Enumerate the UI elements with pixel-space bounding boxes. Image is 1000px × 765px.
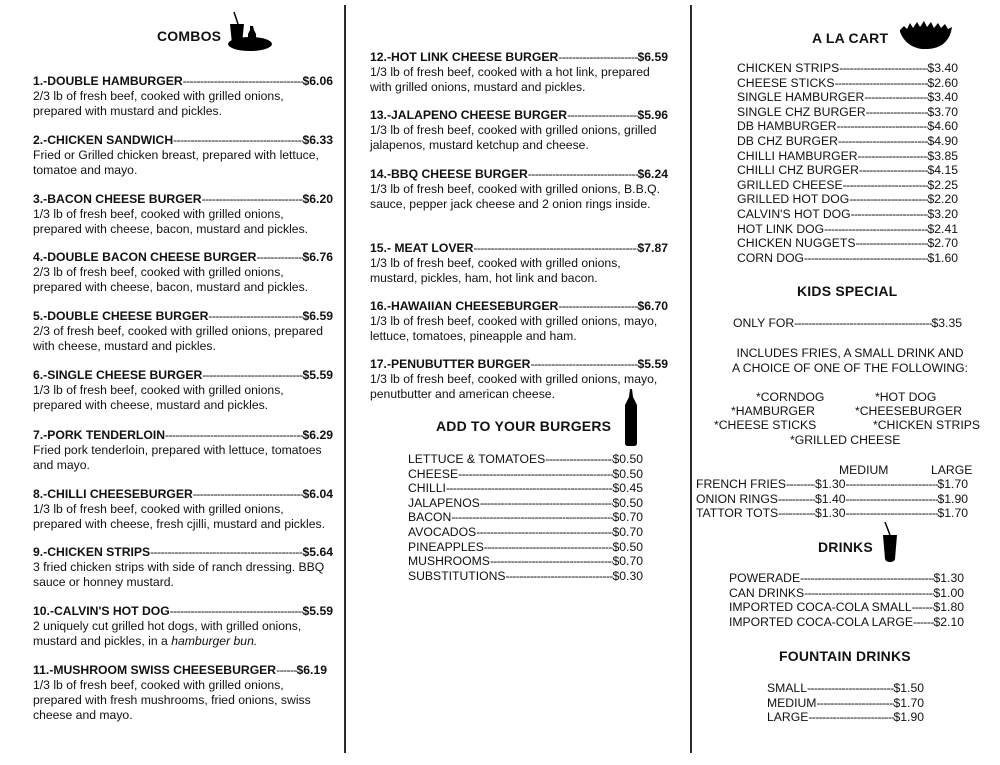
leader-dots [558,50,637,65]
leader-dots [458,467,612,482]
combo-item-description [370,314,668,344]
a-la-cart-item-name: CHICKEN STRIPS [737,61,840,75]
combo-item [370,167,668,212]
leader-dots [858,149,928,164]
addon-item-price: $0.70 [612,554,643,569]
leader-dots [531,357,638,372]
combo-item-name: 2.-CHICKEN SANDWICH [33,133,174,147]
fountain-item-name: LARGE [767,710,809,725]
leader-dots [480,496,613,511]
fountain-item-name: SMALL [767,681,807,695]
combo-item-description [370,123,668,153]
leader-dots [849,192,927,207]
addon-item-price: $0.50 [612,539,643,554]
addon-item-name: AVOCADOS [408,524,477,539]
combo-item-name: 15.- MEAT LOVER [370,241,474,255]
a-la-cart-item-price: $2.20 [927,192,958,207]
combo-item-price: $6.06 [302,74,333,88]
kids-choice: *HAMBURGER [731,404,815,418]
addon-item-price: $0.50 [612,452,643,466]
drink-item [729,600,964,615]
leader-dots [866,105,928,120]
combo-item-description-text: 2/3 lb of fresh beef, cooked with grilled onions, prepared with cheese, bacon, mustard and pickles. [33,265,309,294]
combo-item [370,241,668,286]
addon-item-price: $0.50 [612,495,643,510]
leader-dots [808,710,893,725]
leader-dots [202,368,302,383]
drink-item-price: $2.10 [933,614,964,629]
combo-item-price: $6.29 [302,428,333,442]
combo-item [33,545,333,590]
side-item-medium-price: $1.30 [815,506,846,521]
leader-dots [778,506,815,521]
leader-dots [484,540,613,555]
combo-item-description-text: 2 uniquely cut grilled hot dogs, with grilled onions, mustard and pickles, in a [33,619,302,648]
fountain-item-name: MEDIUM [767,695,817,710]
combo-item-header [370,108,668,123]
combo-item-description-text: Fried or Grilled chicken breast, prepared with lettuce, tomatoe and mayo. [33,148,319,177]
combo-item-header [33,74,333,89]
combo-item-price: $6.59 [302,309,333,323]
leader-dots [859,163,928,178]
drink-item [729,571,964,586]
leader-dots [804,251,927,266]
combo-item-header [370,167,668,182]
leader-dots [837,119,928,134]
combo-item-description [33,678,327,723]
combo-item-price: $5.64 [302,545,333,559]
soda-cup-icon [880,521,900,563]
combo-item-name: 11.-MUSHROOM SWISS CHEESEBURGER [33,663,277,677]
sauce-bottle-icon [623,389,639,447]
leader-dots [804,586,933,601]
combo-item-name: 8.-CHILLI CHEESEBURGER [33,487,193,501]
combo-item-description-italic: hamburger bun. [171,634,258,648]
combo-item-description-text: 1/3 lb of fresh beef, cooked with grilled onions, mustard, pickles, ham, hot link and bacon. [370,256,621,285]
a-la-cart-item [737,61,958,76]
addon-item-name: BACON [408,510,452,525]
leader-dots [843,178,928,193]
leader-dots [506,569,613,584]
fountain-drinks-title: FOUNTAIN DRINKS [779,648,911,664]
drink-item-name: POWERADE [729,571,801,585]
combo-item-header [33,250,333,265]
combo-item-header [33,545,333,560]
a-la-cart-item [737,222,958,237]
sides-list [696,477,968,521]
a-la-cart-item-price: $4.60 [927,119,958,134]
leader-dots [851,207,928,222]
kids-choice: *CHEESE STICKS [714,418,817,432]
combo-item [33,133,333,178]
kids-price: $3.35 [931,316,962,330]
combo-item-name: 1.-DOUBLE HAMBURGER [33,74,183,88]
combo-item-name: 6.-SINGLE CHEESE BURGER [33,368,203,382]
combo-item-description [33,148,333,178]
fries-basket-icon [898,20,954,50]
leader-dots [193,487,303,502]
combo-item-description-text: 1/3 lb of fresh beef, cooked with grilled onions, B.B.Q. sauce, pepper jack cheese and 2 onion rings inside. [370,182,660,211]
column-divider-right [690,5,692,753]
leader-dots [183,74,303,89]
leader-dots [846,492,938,507]
addon-item-price: $0.50 [612,466,643,481]
drink-item-name: IMPORTED COCA-COLA LARGE [729,614,913,629]
combo-item-description-text: 1/3 lb of fresh beef, cooked with grilled onions, mayo, lettuce, tomatoes, pineapple and ham. [370,314,658,343]
addon-item-name: CHILLI [408,481,446,496]
kids-includes-line1: INCLUDES FRIES, A SMALL DRINK AND [736,346,964,360]
leader-dots [528,167,638,182]
addon-item [408,467,643,482]
a-la-cart-item [737,192,958,207]
leader-dots [256,250,302,265]
a-la-cart-item-name: CHICKEN NUGGETS [737,236,856,251]
leader-dots [824,222,927,237]
combo-item-price: $6.24 [637,167,668,181]
fountain-list [767,681,924,725]
a-la-cart-item-price: $4.15 [927,163,958,178]
side-item-medium-price: $1.40 [815,491,846,506]
combo-item-name: 17.-PENUBUTTER BURGER [370,357,531,371]
addon-item-price: $0.45 [612,481,643,496]
leader-dots [490,554,613,569]
combo-item-description-text: 1/3 lb of fresh beef, cooked with grilled onions, prepared with cheese, fresh cjilli, mustard and pickles. [33,502,325,531]
combo-item-header [370,357,668,372]
a-la-cart-item [737,149,958,164]
combo-item-description [33,207,333,237]
leader-dots [864,90,927,105]
kids-choice: *CHEESEBURGER [855,404,963,418]
combo-item-name: 4.-DOUBLE BACON CHEESE BURGER [33,250,257,264]
drink-item-price: $1.30 [933,571,964,585]
leader-dots [476,525,612,540]
side-item-name: FRENCH FRIES [696,477,787,491]
kids-choice: *CHICKEN STRIPS [873,418,980,432]
combo-item [370,50,668,95]
addons-list [408,452,643,583]
leader-dots [816,696,893,711]
leader-dots [165,428,302,443]
leader-dots [208,309,302,324]
addon-item-name: JALAPENOS [408,495,480,510]
leader-dots [846,477,938,492]
addon-item-price: $0.70 [612,510,643,525]
combo-item-header [33,487,333,502]
a-la-cart-list [737,61,958,265]
a-la-cart-item-price: $3.40 [927,61,958,75]
a-la-cart-item-price: $4.90 [927,133,958,148]
a-la-cart-item-name: DB HAMBURGER [737,119,837,134]
a-la-cart-item-price: $2.41 [927,221,958,236]
leader-dots [912,600,934,615]
drink-item-price: $1.00 [933,585,964,600]
combo-item-description-text: Fried pork tenderloin, prepared with lettuce, tomatoes and mayo. [33,443,322,472]
combo-item [33,74,333,119]
combo-item-price: $5.96 [637,108,668,122]
combo-item-header [33,368,333,383]
combo-item-header [370,299,668,314]
combo-item-description-text: 1/3 lb of fresh beef, cooked with grilled onions, prepared with cheese, mustard and pickles. [33,383,284,412]
combo-item-price: $6.33 [302,133,333,147]
kids-choice: *CORNDOG [756,390,825,404]
combo-item-description [33,324,333,354]
combo-item-name: 16.-HAWAIIAN CHEESEBURGER [370,299,559,313]
combo-item-price: $6.70 [637,299,668,313]
addon-item-name: LETTUCE & TOMATOES [408,452,546,466]
combo-item-description [370,182,668,212]
leader-dots [913,615,934,630]
addon-item [408,452,643,467]
drink-item-name: CAN DRINKS [729,585,805,600]
combo-item-price: $7.87 [637,241,668,255]
leader-dots [558,299,637,314]
drinks-title: DRINKS [818,539,873,555]
combo-item-description [33,89,333,119]
a-la-cart-item [737,90,958,105]
addon-item [408,481,643,496]
leader-dots [838,134,928,149]
combo-item-description [370,65,668,95]
combo-item-header [33,133,333,148]
leader-dots [567,108,637,123]
a-la-cart-item [737,105,958,120]
a-la-cart-item-name: SINGLE CHZ BURGER [737,104,866,119]
combo-item-header [370,241,668,256]
side-item-large-price: $1.70 [937,477,968,491]
fountain-item-price: $1.50 [893,681,924,695]
a-la-cart-item-name: CALVIN'S HOT DOG [737,206,851,221]
leader-dots [800,571,933,586]
fountain-item-price: $1.70 [893,695,924,710]
a-la-cart-item-name: HOT LINK DOG [737,221,825,236]
a-la-cart-item-name: GRILLED HOT DOG [737,192,850,207]
side-item-name: ONION RINGS [696,491,778,506]
combo-item-description [33,443,333,473]
kids-includes-line2: A CHOICE OF ONE OF THE FOLLOWING: [731,361,969,375]
combo-item-price: $6.20 [302,192,333,206]
combo-item [370,299,668,344]
combo-item-header [33,663,327,678]
drink-item [729,615,964,630]
combo-item-description-text: 1/3 lb of fresh beef, cooked with grilled onions, grilled jalapenos, mustard ketchup and cheese. [370,123,657,152]
combo-item [33,487,333,532]
combo-item-description-text: 2/3 of fresh beef, cooked with grilled onions, prepared with cheese, mustard and pickles. [33,324,323,353]
combo-item-header [33,309,333,324]
a-la-cart-item-price: $2.70 [927,236,958,251]
leader-dots [173,133,302,148]
combo-item [33,604,333,649]
combo-item-name: 5.-DOUBLE CHEESE BURGER [33,309,209,323]
leader-dots [446,481,613,496]
combo-item [33,192,333,237]
combo-item-price: $6.04 [302,487,333,501]
kids-includes [700,346,1000,376]
leader-dots [473,241,637,256]
combo-item [33,309,333,354]
a-la-cart-item-name: DB CHZ BURGER [737,133,838,148]
a-la-cart-item-name: CHEESE STICKS [737,75,835,90]
a-la-cart-item-price: $3.20 [927,206,958,221]
combo-item-price: $5.59 [302,368,333,382]
side-item-medium-price: $1.30 [815,477,846,491]
a-la-cart-item [737,119,958,134]
addon-item-name: MUSHROOMS [408,554,490,569]
drink-item [729,586,964,601]
column-divider-left [344,5,346,753]
leader-dots [545,452,612,467]
combo-item-header [33,192,333,207]
leader-dots [835,76,928,91]
addon-item [408,496,643,511]
combo-item-description [33,619,333,649]
combo-meal-icon [226,10,272,52]
leader-dots [846,506,938,521]
combo-item-price: $6.19 [296,663,327,677]
combo-item [33,250,333,295]
combo-item-price: $5.59 [637,357,668,371]
combos-title: COMBOS [157,28,222,44]
addon-item [408,540,643,555]
addon-item-price: $0.70 [612,524,643,539]
leader-dots [786,477,815,492]
combo-item-description [370,256,668,286]
kids-only-for-label: ONLY FOR [733,316,795,330]
leader-dots [794,316,931,331]
a-la-cart-item-price: $3.40 [927,90,958,105]
combo-item-header [33,428,333,443]
fountain-item [767,681,924,696]
side-item [696,492,968,507]
combo-item [370,108,668,153]
combo-item-name: 3.-BACON CHEESE BURGER [33,192,202,206]
leader-dots [856,236,928,251]
combo-item-description [33,265,333,295]
combo-item [33,368,333,413]
a-la-cart-item-price: $3.85 [927,148,958,163]
addon-item-price: $0.30 [612,568,643,583]
addon-item [408,525,643,540]
a-la-cart-item [737,178,958,193]
kids-choice: *HOT DOG [875,390,937,404]
combo-item-description-text: 1/3 lb of fresh beef, cooked with a hot link, prepared with grilled onions, mustard and pickles. [370,65,650,94]
sides-col-large: LARGE [931,463,973,477]
leader-dots [276,663,296,678]
kids-choice: *GRILLED CHEESE [790,433,901,447]
a-la-cart-item-name: GRILLED CHEESE [737,177,843,192]
drink-item-name: IMPORTED COCA-COLA SMALL [729,600,912,615]
a-la-cart-item-price: $2.60 [927,75,958,90]
combo-item-name: 13.-JALAPENO CHEESE BURGER [370,108,568,122]
a-la-cart-item-name: SINGLE HAMBURGER [737,90,865,105]
fountain-item [767,710,924,725]
leader-dots [839,61,927,76]
drinks-list [729,571,964,629]
a-la-cart-item [737,76,958,91]
leader-dots [807,681,894,696]
a-la-cart-item [737,163,958,178]
leader-dots [778,492,815,507]
combo-item-description-text: 1/3 lb of fresh beef, cooked with grilled onions, prepared with cheese, bacon, mustard and pickles. [33,207,309,236]
combo-item-name: 7.-PORK TENDERLOIN [33,428,166,442]
leader-dots [150,545,302,560]
side-item-name: TATTOR TOTS [696,506,779,521]
combo-item-header [33,604,333,619]
fountain-item [767,696,924,711]
fountain-item-price: $1.90 [893,710,924,725]
addons-title: ADD TO YOUR BURGERS [436,418,612,434]
combo-item-description-text: 2/3 lb of fresh beef, cooked with grilled onions, prepared with mustard and pickles. [33,89,284,118]
combo-item-header [370,50,668,65]
a-la-cart-item-price: $3.70 [927,104,958,119]
side-item [696,506,968,521]
a-la-cart-title: A LA CART [812,30,889,46]
combo-item-name: 9.-CHICKEN STRIPS [33,545,151,559]
combo-item-description-text: 1/3 lb of fresh beef, cooked with grilled onions, mayo, penutbutter and american cheese. [370,372,658,401]
a-la-cart-item-name: CHILLI CHZ BURGER [737,163,859,178]
combo-item [33,663,327,723]
combo-item-description [33,502,333,532]
a-la-cart-item [737,251,958,266]
kids-price-row [733,316,962,331]
addon-item [408,510,643,525]
addon-item-name: CHEESE [408,466,459,481]
combo-item-description-text: 3 fried chicken strips with side of ranch dressing. BBQ sauce or honney mustard. [33,560,325,589]
a-la-cart-item-name: CORN DOG [737,250,805,265]
leader-dots [170,604,303,619]
combo-item-price: $6.76 [302,250,333,264]
side-item-large-price: $1.90 [937,491,968,506]
combo-item-name: 10.-CALVIN'S HOT DOG [33,604,170,618]
leader-dots [202,192,303,207]
kids-special-title: KIDS SPECIAL [797,283,898,299]
combo-item-price: $5.59 [302,604,333,618]
leader-dots [451,510,612,525]
addon-item [408,569,643,584]
side-item [696,477,968,492]
side-item-large-price: $1.70 [937,506,968,521]
sides-col-medium: MEDIUM [839,463,889,477]
combo-item-description-text: 1/3 lb of fresh beef, cooked with grilled onions, prepared with fresh mushrooms, fried onions, swiss cheese and mayo. [33,678,311,722]
combo-item-price: $6.59 [637,50,668,64]
a-la-cart-item-price: $1.60 [927,250,958,265]
combo-item [33,428,333,473]
a-la-cart-item-price: $2.25 [927,177,958,192]
addon-item [408,554,643,569]
combo-item-description [33,560,333,590]
drink-item-price: $1.80 [933,600,964,615]
combo-item-name: 12.-HOT LINK CHEESE BURGER [370,50,559,64]
a-la-cart-item [737,207,958,222]
combo-item-name: 14.-BBQ CHEESE BURGER [370,167,528,181]
a-la-cart-item-name: CHILLI HAMBURGER [737,148,858,163]
addon-item-name: SUBSTITUTIONS [408,568,506,583]
a-la-cart-item [737,236,958,251]
combo-item-description [33,383,333,413]
a-la-cart-item [737,134,958,149]
addon-item-name: PINEAPPLES [408,539,484,554]
